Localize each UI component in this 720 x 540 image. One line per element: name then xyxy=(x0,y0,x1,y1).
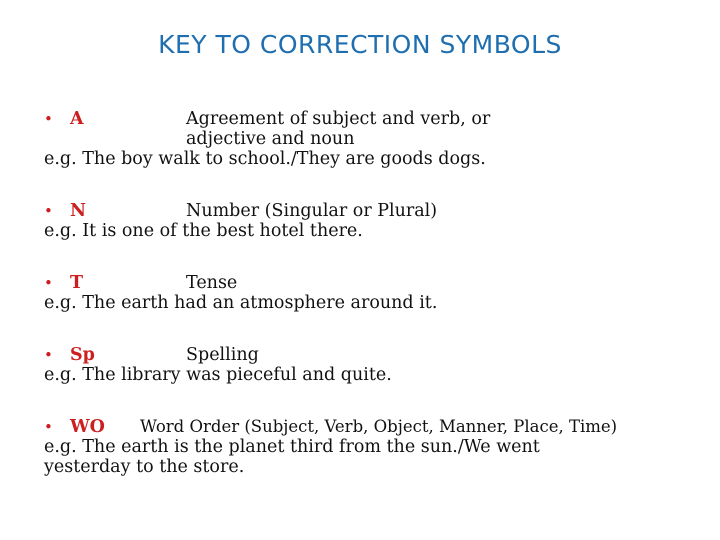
example-sentence: e.g. It is one of the best hotel there. xyxy=(44,221,363,241)
correction-symbol: N xyxy=(70,201,86,221)
bullet-icon: • xyxy=(44,110,53,128)
symbol-entry-header xyxy=(44,417,704,437)
bullet-icon: • xyxy=(44,274,53,292)
correction-symbol: WO xyxy=(70,417,105,437)
symbol-entry-tense xyxy=(44,273,704,313)
symbol-entry-header xyxy=(44,201,704,221)
correction-symbol: Sp xyxy=(70,345,95,365)
bullet-icon: • xyxy=(44,418,53,436)
slide-title: KEY TO CORRECTION SYMBOLS xyxy=(158,30,562,59)
symbol-entry-header xyxy=(44,273,704,293)
symbol-entry-number xyxy=(44,201,704,241)
symbol-entry-header xyxy=(44,345,704,365)
example-sentence: e.g. The boy walk to school./They are goods dogs. xyxy=(44,149,486,169)
bullet-icon: • xyxy=(44,346,53,364)
bullet-icon: • xyxy=(44,202,53,220)
example-sentence: e.g. The earth had an atmosphere around it. xyxy=(44,293,438,313)
example-sentence: e.g. The library was pieceful and quite. xyxy=(44,365,392,385)
symbol-list xyxy=(44,109,704,477)
symbol-entry-agreement xyxy=(44,109,704,169)
symbol-entry-word-order xyxy=(44,417,704,477)
symbol-entry-header xyxy=(44,109,704,149)
symbol-description: Spelling xyxy=(186,345,259,365)
correction-symbol: A xyxy=(70,109,84,129)
symbol-description: Word Order (Subject, Verb, Object, Manner, Place, Time) xyxy=(140,417,618,436)
example-sentence: e.g. The earth is the planet third from the sun./We went yesterday to the store. xyxy=(44,437,540,477)
symbol-description: Agreement of subject and verb, or adjective and noun xyxy=(186,109,491,149)
correction-symbol: T xyxy=(70,273,84,293)
symbol-description: Number (Singular or Plural) xyxy=(186,201,438,221)
symbol-description: Tense xyxy=(186,273,238,293)
symbol-entry-spelling xyxy=(44,345,704,385)
